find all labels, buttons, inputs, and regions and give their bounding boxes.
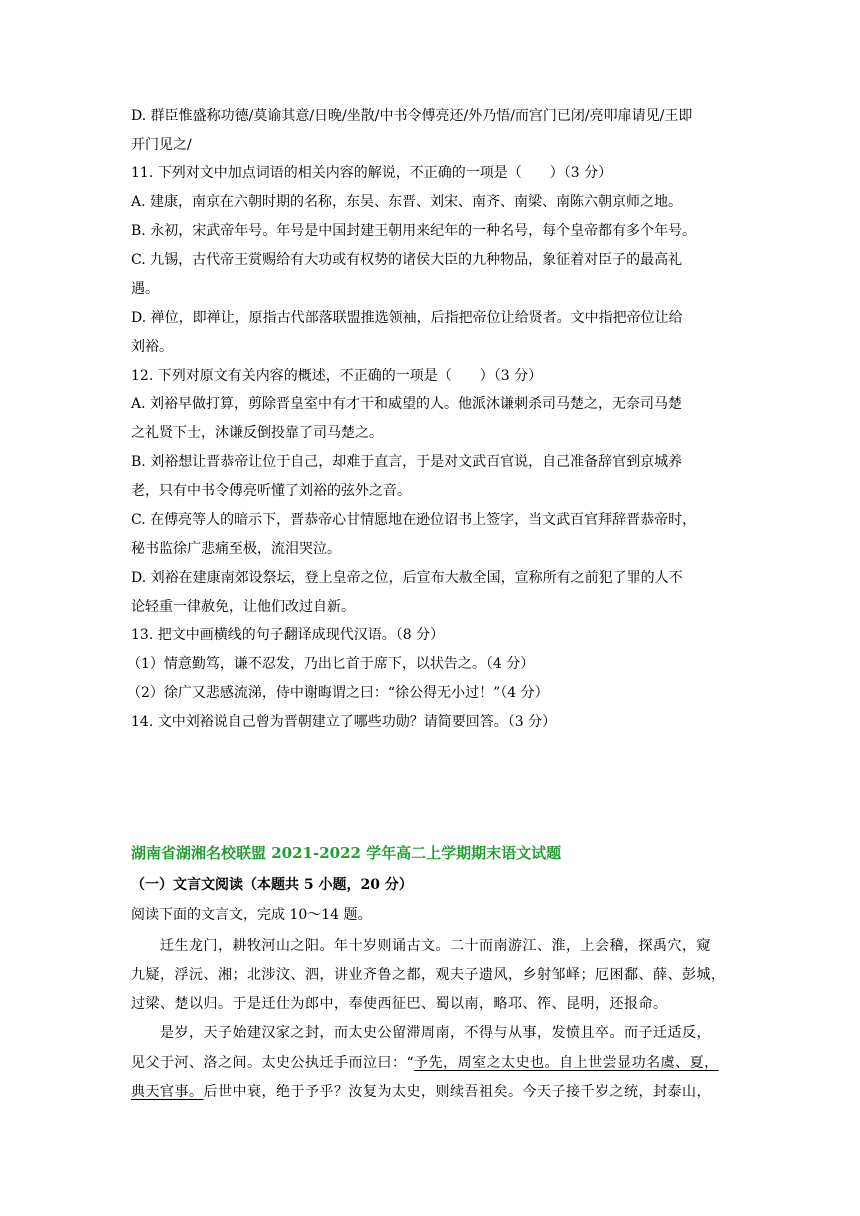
q12-option-b-line-2: 老，只有中书令傅亮听懂了刘裕的弦外之音。 — [131, 483, 411, 499]
q12-option-a-line-2: 之礼贤下士，沐谦反倒投靠了司马楚之。 — [131, 425, 383, 441]
question-14: 14. 文中刘裕说自己曾为晋朝建立了哪些功勋？请简要回答。（3 分） — [131, 714, 557, 730]
underlined-sentence-end: 典天官事。 — [131, 1084, 204, 1100]
passage-p1-line-1: 迁生龙门，耕牧河山之阳。年十岁则诵古文。二十而南游江、淮，上会稽，探禹穴，窥 — [160, 938, 711, 954]
q12-option-d-line-2: 论轻重一律赦免，让他们改过自新。 — [131, 599, 355, 615]
passage-p2-line-1: 是岁，天子始建汉家之封，而太史公留滞周南，不得与从事，发愤且卒。而子迁适反， — [160, 1025, 711, 1041]
q11-option-b: B. 永初，宋武帝年号。年号是中国封建王朝用来纪年的一种名号，每个皇帝都有多个年号。 — [131, 223, 697, 239]
option-d-line-1: D. 群臣惟盛称功德/莫谕其意/日晚/坐散/中书令傅亮还/外乃悟/而宫门已闭/亮叩扉请见/王即 — [131, 108, 693, 124]
passage-p2-line-2 — [131, 1053, 731, 1073]
option-d-line-2: 开门见之/ — [131, 137, 192, 153]
q11-option-d-line-2: 刘裕。 — [131, 339, 173, 355]
q12-option-a-line-1: A. 刘裕早做打算，剪除晋皇室中有才干和威望的人。他派沐谦刺杀司马楚之，无奈司马楚 — [131, 396, 683, 412]
q12-option-c-line-1: C. 在傅亮等人的暗示下，晋恭帝心甘情愿地在逊位诏书上签字，当文武百官拜辞晋恭帝时， — [131, 512, 697, 528]
q11-option-d-line-1: D. 禅位，即禅让，原指古代部落联盟推选领袖，后指把帝位让给贤者。文中指把帝位让给 — [131, 310, 683, 326]
question-11: 11. 下列对文中加点词语的相关内容的解说，不正确的一项是（ ）（3 分） — [131, 165, 613, 181]
question-12: 12. 下列对原文有关内容的概述，不正确的一项是（ ）（3 分） — [131, 368, 543, 384]
passage-text: 后世中衰，绝于予乎？汝复为太史，则续吾祖矣。今天子接千岁之统，封泰山， — [203, 1084, 711, 1100]
q11-option-c-line-2: 遇。 — [131, 281, 159, 297]
question-13: 13. 把文中画横线的句子翻译成现代汉语。（8 分） — [131, 627, 445, 643]
q12-option-c-line-2: 秘书监徐广悲痛至极，流泪哭泣。 — [131, 541, 341, 557]
q12-option-b-line-1: B. 刘裕想让晋恭帝让位于自己，却难于直言，于是对文武百官说，自己准备辞官到京城养 — [131, 454, 683, 470]
passage-p2-line-3 — [131, 1082, 731, 1102]
reading-instruction: 阅读下面的文言文，完成 10～14 题。 — [131, 907, 372, 923]
q13-part-1: （1）情意勤笃，谦不忍发，乃出匕首于席下，以状告之。（4 分） — [127, 656, 535, 672]
passage-text: 见父于河、洛之间。太史公执迁手而泣曰：“ — [131, 1055, 415, 1071]
section-subtitle: （一）文言文阅读（本题共 5 小题，20 分） — [131, 877, 413, 893]
q11-option-c-line-1: C. 九锡，古代帝王赏赐给有大功或有权势的诸侯大臣的九种物品，象征着对臣子的最高礼 — [131, 252, 683, 268]
q13-part-2: （2）徐广又悲感流涕，侍中谢晦谓之曰：“徐公得无小过！”（4 分） — [127, 685, 549, 701]
passage-p1-line-3: 过梁、楚以归。于是迁仕为郎中，奉使西征巴、蜀以南，略邛、筰、昆明，还报命。 — [131, 996, 668, 1012]
q11-option-a: A. 建康，南京在六朝时期的名称，东吴、东晋、刘宋、南齐、南梁、南陈六朝京师之地。 — [131, 194, 683, 210]
q12-option-d-line-1: D. 刘裕在建康南郊设祭坛，登上皇帝之位，后宣布大赦全国，宣称所有之前犯了罪的人不 — [131, 570, 683, 586]
underlined-sentence: 予先，周室之太史也。自上世尝显功名虞、夏， — [414, 1055, 719, 1071]
section-title: 湖南省湖湘名校联盟 2021-2022 学年高二上学期期末语文试题 — [131, 844, 562, 862]
passage-p1-line-2: 九疑，浮沅、湘；北涉汶、泗，讲业齐鲁之都，观夫子遗风，乡射邹峄；厄困鄱、薛、彭城， — [131, 967, 726, 983]
